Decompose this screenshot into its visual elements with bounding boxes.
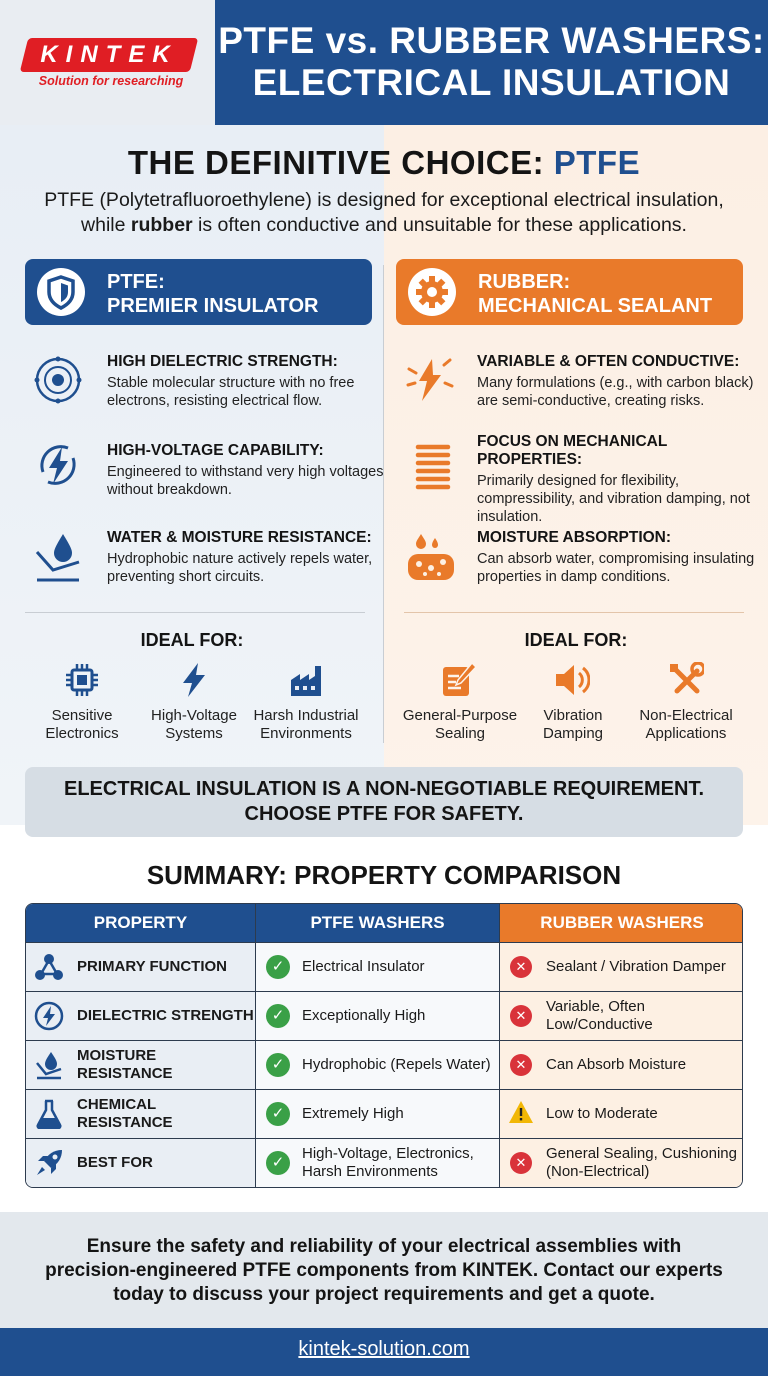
cta-line3: today to discuss your project requirements and get a quote. <box>113 1284 655 1305</box>
ptfe-cell <box>256 1139 500 1187</box>
ideal-item-industrial <box>246 707 366 743</box>
column-header-ptfe: PTFE WASHERS <box>256 904 500 942</box>
ideal-line1: High-Voltage <box>151 707 237 724</box>
ptfe-header-title: PTFE: <box>107 271 165 293</box>
logo-text[interactable]: KINTEK <box>40 41 178 68</box>
ptfe-cell <box>256 1090 500 1138</box>
rubber-cell <box>500 992 743 1040</box>
ideal-line1: General-Purpose <box>402 707 518 724</box>
feature-title: HIGH-VOLTAGE CAPABILITY: <box>107 442 324 459</box>
microchip-icon <box>64 662 100 698</box>
feature-desc: Can absorb water, compromising insulating properties in damp conditions. <box>477 551 755 585</box>
property-label: BEST FOR <box>77 1154 153 1171</box>
intro-line2-bold: rubber <box>130 214 193 236</box>
check-icon: ✓ <box>266 1053 290 1077</box>
property-cell <box>26 1139 256 1187</box>
feature-title: WATER & MOISTURE RESISTANCE: <box>107 529 372 546</box>
edit-document-icon <box>441 662 477 698</box>
property-cell <box>26 1041 256 1089</box>
ptfe-feature-dielectric <box>107 353 387 410</box>
check-icon: ✓ <box>266 955 290 979</box>
ptfe-cell <box>256 992 500 1040</box>
ptfe-header-subtitle: PREMIER INSULATOR <box>107 295 319 317</box>
water-drop-icon <box>34 1050 64 1080</box>
ptfe-value: Exceptionally High <box>302 1007 426 1024</box>
ptfe-value: High-Voltage, Electronics, Harsh Environments <box>302 1145 474 1180</box>
ideal-line2: Systems <box>165 725 223 742</box>
ideal-line2: Applications <box>645 725 727 742</box>
ideal-item-sealing <box>400 707 520 743</box>
ideal-line1: Vibration <box>543 707 603 724</box>
banner-line2: CHOOSE PTFE FOR SAFETY. <box>244 803 524 825</box>
rubber-cell <box>500 1090 743 1138</box>
section-title <box>0 144 768 182</box>
tools-icon <box>668 662 704 698</box>
rocket-icon <box>34 1148 64 1178</box>
ideal-line1: Harsh Industrial <box>253 707 359 724</box>
comparison-table <box>25 903 743 1188</box>
atom-icon <box>33 355 83 405</box>
shield-icon <box>37 268 85 316</box>
rubber-feature-mechanical <box>477 433 762 526</box>
check-icon: ✓ <box>266 1102 290 1126</box>
rubber-value: General Sealing, Cushioning (Non-Electrical) <box>546 1145 737 1180</box>
water-repel-icon <box>33 532 83 582</box>
ideal-item-high-voltage <box>134 707 254 743</box>
ideal-item-damping <box>513 707 633 743</box>
property-cell <box>26 943 256 991</box>
lightning-circle-icon <box>34 1001 64 1031</box>
flask-icon <box>34 1099 64 1129</box>
intro-line2-pre: while <box>81 214 131 236</box>
ideal-line1: Non-Electrical <box>639 707 733 724</box>
page-title-line2: ELECTRICAL INSULATION <box>252 62 731 103</box>
feature-title: MOISTURE ABSORPTION: <box>477 529 672 546</box>
table-row <box>26 1138 743 1187</box>
rubber-value: Low to Moderate <box>546 1105 658 1122</box>
molecule-icon <box>34 952 64 982</box>
spring-icon <box>408 442 458 492</box>
ptfe-feature-moisture <box>107 529 387 586</box>
ptfe-feature-high-voltage <box>107 442 387 499</box>
rubber-value: Can Absorb Moisture <box>546 1056 687 1073</box>
rubber-feature-conductive <box>477 353 762 410</box>
lightning-bolt-icon <box>33 440 83 490</box>
ptfe-value: Extremely High <box>302 1105 404 1122</box>
spark-icon <box>405 355 455 405</box>
cross-icon: ✕ <box>510 1152 532 1174</box>
rubber-divider <box>404 612 744 613</box>
rubber-cell <box>500 1139 743 1187</box>
rubber-header-card <box>396 259 743 325</box>
rubber-header-subtitle: MECHANICAL SEALANT <box>478 295 713 317</box>
check-icon: ✓ <box>266 1004 290 1028</box>
property-label: CHEMICAL RESISTANCE <box>77 1096 173 1131</box>
ideal-item-electronics <box>22 707 142 743</box>
column-header-rubber: RUBBER WASHERS <box>500 904 743 942</box>
feature-title: FOCUS ON MECHANICAL PROPERTIES: <box>477 433 668 468</box>
title-banner <box>215 0 768 125</box>
requirement-banner <box>25 767 743 837</box>
cross-icon: ✕ <box>510 1054 532 1076</box>
property-label: PRIMARY FUNCTION <box>77 958 227 975</box>
table-row <box>26 991 743 1040</box>
ideal-line2: Environments <box>260 725 352 742</box>
rubber-feature-absorption <box>477 529 762 586</box>
cta-text <box>30 1235 738 1307</box>
property-label: MOISTURE RESISTANCE <box>77 1047 173 1082</box>
feature-title: HIGH DIELECTRIC STRENGTH: <box>107 353 338 370</box>
lightning-icon <box>176 662 212 698</box>
check-icon: ✓ <box>266 1151 290 1175</box>
gear-icon <box>408 268 456 316</box>
rubber-ideal-title: IDEAL FOR: <box>524 630 628 650</box>
rubber-header-title: RUBBER: <box>478 271 571 293</box>
summary-title: SUMMARY: PROPERTY COMPARISON <box>146 860 622 890</box>
intro-line1: PTFE (Polytetrafluoroethylene) is designed for exceptional electrical insulation, <box>44 189 724 211</box>
ptfe-ideal-title: IDEAL FOR: <box>140 630 244 650</box>
speaker-icon <box>554 662 590 698</box>
rubber-cell <box>500 1041 743 1089</box>
warning-icon <box>508 1100 534 1129</box>
cta-line2: precision-engineered PTFE components from KINTEK. Contact our experts <box>45 1260 723 1281</box>
feature-desc: Primarily designed for flexibility, compressibility, and vibration damping, not insulation. <box>477 473 750 525</box>
property-cell <box>26 1090 256 1138</box>
ideal-line2: Sealing <box>434 725 486 742</box>
page-title-line1: PTFE vs. RUBBER WASHERS: <box>218 20 765 61</box>
column-header-property: PROPERTY <box>26 904 256 942</box>
factory-icon <box>289 662 325 698</box>
rubber-value: Variable, Often Low/Conductive <box>546 998 653 1033</box>
feature-desc: Many formulations (e.g., with carbon black) are semi-conductive, creating risks. <box>477 375 754 409</box>
table-row <box>26 1089 743 1138</box>
table-row <box>26 942 743 991</box>
ideal-item-non-electrical <box>626 707 746 743</box>
rubber-value: Sealant / Vibration Damper <box>546 958 726 975</box>
cross-icon: ✕ <box>510 1005 532 1027</box>
property-label: DIELECTRIC STRENGTH <box>77 1007 254 1024</box>
intro-text <box>20 188 748 238</box>
feature-desc: Stable molecular structure with no free electrons, resisting electrical flow. <box>107 375 355 409</box>
ptfe-header-card <box>25 259 372 325</box>
rubber-cell <box>500 943 743 991</box>
header <box>0 0 768 125</box>
banner-line1: ELECTRICAL INSULATION IS A NON-NEGOTIABLE REQUIREMENT. <box>63 778 704 800</box>
ptfe-value: Hydrophobic (Repels Water) <box>302 1056 491 1073</box>
website-link[interactable]: kintek-solution.com <box>298 1338 470 1360</box>
ptfe-cell <box>256 943 500 991</box>
sponge-water-icon <box>405 532 455 582</box>
cta-line1: Ensure the safety and reliability of your electrical assemblies with <box>86 1236 682 1257</box>
cross-icon: ✕ <box>510 956 532 978</box>
ideal-line1: Sensitive <box>51 707 113 724</box>
logo-area <box>0 0 215 125</box>
intro-line2 <box>20 213 748 238</box>
feature-title: VARIABLE & OFTEN CONDUCTIVE: <box>477 353 740 370</box>
logo-tagline: Solution for researching <box>38 74 184 88</box>
feature-desc: Hydrophobic nature actively repels water, preventing short circuits. <box>107 551 373 585</box>
panel-divider <box>383 265 384 743</box>
property-cell <box>26 992 256 1040</box>
ideal-line2: Damping <box>542 725 604 742</box>
intro-line2-post: is often conductive and unsuitable for these applications. <box>192 214 687 236</box>
ptfe-cell <box>256 1041 500 1089</box>
section-title-prefix: THE DEFINITIVE CHOICE: <box>127 144 554 181</box>
ptfe-value: Electrical Insulator <box>302 958 425 975</box>
table-row <box>26 1040 743 1089</box>
section-title-accent: PTFE <box>553 144 641 181</box>
ptfe-divider <box>25 612 365 613</box>
feature-desc: Engineered to withstand very high voltages without breakdown. <box>107 464 384 498</box>
ideal-line2: Electronics <box>45 725 119 742</box>
